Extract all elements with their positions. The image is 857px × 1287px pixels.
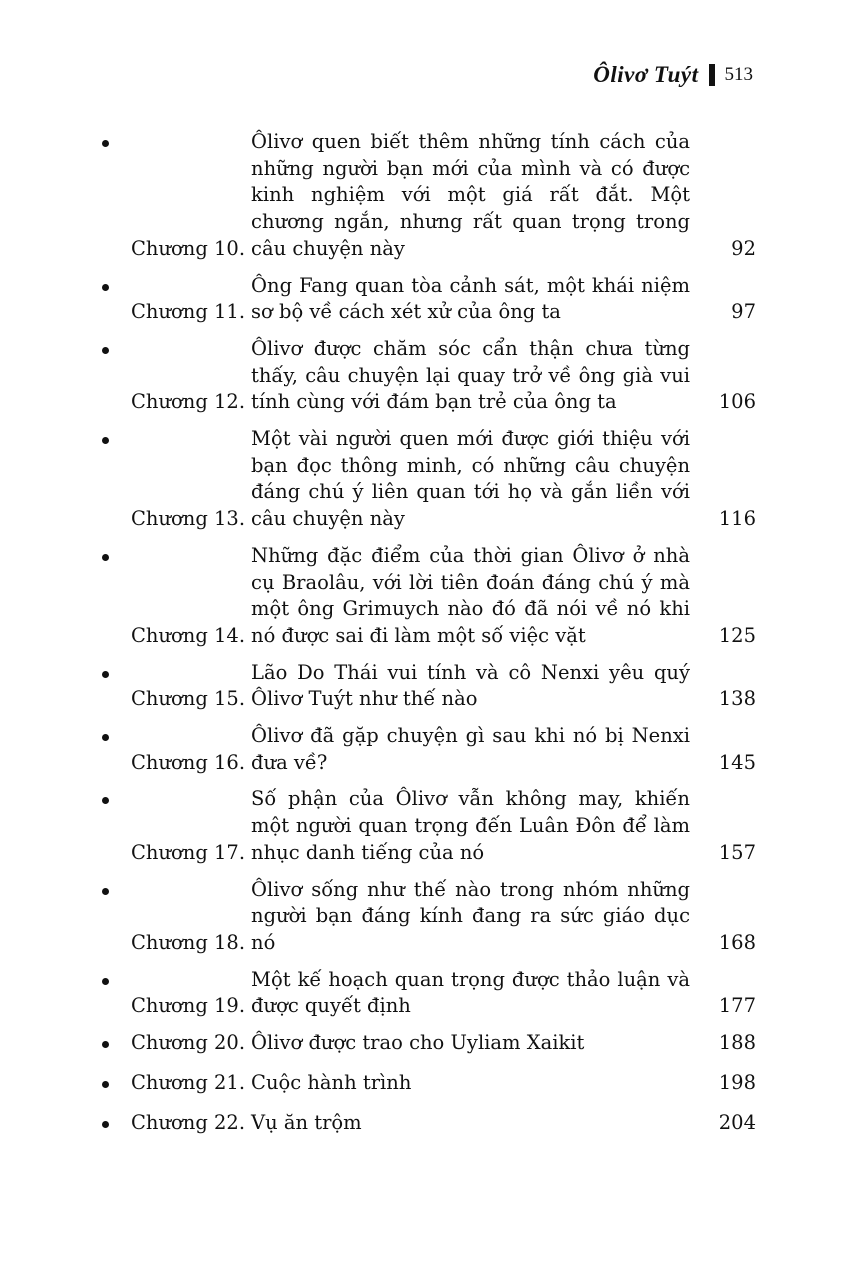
bullet-icon xyxy=(102,554,109,561)
chapter-page-number: 92 xyxy=(731,236,756,260)
toc-entry-chapter-10[interactable] xyxy=(100,129,756,263)
toc-entry-chapter-12[interactable] xyxy=(100,336,756,416)
page-number: 513 xyxy=(724,64,753,85)
bullet-icon xyxy=(102,734,109,741)
toc-entry-chapter-21[interactable] xyxy=(100,1070,756,1097)
chapter-label: Chương 12. xyxy=(131,390,246,414)
chapter-title: Ôlivơ được trao cho Uyliam Xaikit xyxy=(251,1031,585,1055)
chapter-title: Số phận của Ôlivơ vẫn không may, khiến một người quan trọng đến Luân Đôn để làm nhục danh tiếng của nó xyxy=(251,787,690,864)
chapter-page-number: 106 xyxy=(718,390,756,414)
toc-entry-chapter-16[interactable] xyxy=(100,723,756,776)
chapter-title: Vụ ăn trộm xyxy=(251,1110,362,1134)
chapter-label: Chương 17. xyxy=(131,840,246,864)
chapter-label: Chương 21. xyxy=(131,1070,246,1094)
chapter-page-number: 116 xyxy=(718,507,756,531)
chapter-label: Chương 22. xyxy=(131,1110,246,1134)
toc-entry-chapter-15[interactable] xyxy=(100,660,756,713)
chapter-title: Ôlivơ đã gặp chuyện gì sau khi nó bị Nenxi đưa về? xyxy=(251,724,690,774)
bullet-icon xyxy=(102,437,109,444)
chapter-title: Một kế hoạch quan trọng được thảo luận và được quyết định xyxy=(251,967,690,1018)
bullet-icon xyxy=(102,978,109,985)
chapter-label: Chương 16. xyxy=(131,750,246,774)
toc-entry-chapter-14[interactable] xyxy=(100,543,756,650)
bullet-icon xyxy=(102,671,109,678)
toc-entry-chapter-22[interactable] xyxy=(100,1110,756,1137)
toc-entry-chapter-17[interactable] xyxy=(100,786,756,866)
bullet-icon xyxy=(102,140,109,147)
chapter-label: Chương 19. xyxy=(131,994,246,1018)
chapter-title: Những đặc điểm của thời gian Ôlivơ ở nhà cụ Braolâu, với lời tiên đoán đáng chú ý mà một ông Grimuych nào đó đã nói về nó khi nó được sai đi làm một số việc vặt xyxy=(251,543,690,647)
bullet-icon xyxy=(102,1121,109,1128)
table-of-contents xyxy=(100,129,756,1149)
bullet-icon xyxy=(102,797,109,804)
chapter-label: Chương 11. xyxy=(131,300,246,324)
chapter-page-number: 177 xyxy=(718,994,756,1018)
chapter-page-number: 188 xyxy=(718,1031,756,1055)
chapter-label: Chương 13. xyxy=(131,507,246,531)
chapter-title: Ôlivơ được chăm sóc cẩn thận chưa từng thấy, câu chuyện lại quay trở về ông già vui tính cùng với đám bạn trẻ của ông ta xyxy=(251,336,690,414)
chapter-title: Ôlivơ sống như thế nào trong nhóm những người bạn đáng kính đang ra sức giáo dục nó xyxy=(251,877,690,954)
toc-entry-chapter-13[interactable] xyxy=(100,426,756,533)
running-header xyxy=(593,60,753,90)
chapter-page-number: 157 xyxy=(718,840,756,864)
chapter-page-number: 198 xyxy=(718,1070,756,1094)
chapter-page-number: 138 xyxy=(718,687,756,711)
chapter-label: Chương 15. xyxy=(131,687,246,711)
chapter-title: Ôlivơ quen biết thêm những tính cách của những người bạn mới của mình và có được kinh nghiệm với một giá rất đắt. Một chương ngắn, nhưng rất quan trọng trong câu chuyện này xyxy=(251,130,690,260)
header-divider-bar xyxy=(709,64,715,86)
toc-entry-chapter-11[interactable] xyxy=(100,273,756,326)
chapter-page-number: 168 xyxy=(718,930,756,954)
chapter-page-number: 204 xyxy=(718,1110,756,1134)
bullet-icon xyxy=(102,888,109,895)
chapter-title: Ông Fang quan tòa cảnh sát, một khái niệm sơ bộ về cách xét xử của ông ta xyxy=(251,273,690,324)
toc-entry-chapter-20[interactable] xyxy=(100,1030,756,1057)
bullet-icon xyxy=(102,1041,109,1048)
bullet-icon xyxy=(102,1081,109,1088)
chapter-title: Cuộc hành trình xyxy=(251,1070,412,1094)
chapter-page-number: 145 xyxy=(718,750,756,774)
book-title: Ôlivơ Tuýt xyxy=(593,62,699,87)
toc-entry-chapter-18[interactable] xyxy=(100,877,756,957)
chapter-title: Một vài người quen mới được giới thiệu với bạn đọc thông minh, có những câu chuyện đáng chú ý liên quan tới họ và gắn liền với câu chuyện này xyxy=(251,427,690,531)
chapter-title: Lão Do Thái vui tính và cô Nenxi yêu quý Ôlivơ Tuýt như thế nào xyxy=(251,660,690,711)
bullet-icon xyxy=(102,284,109,291)
chapter-page-number: 125 xyxy=(718,623,756,647)
chapter-label: Chương 14. xyxy=(131,623,246,647)
toc-entry-chapter-19[interactable] xyxy=(100,967,756,1020)
chapter-label: Chương 18. xyxy=(131,930,246,954)
chapter-label: Chương 20. xyxy=(131,1031,246,1055)
chapter-label: Chương 10. xyxy=(131,236,246,260)
chapter-page-number: 97 xyxy=(731,300,756,324)
bullet-icon xyxy=(102,347,109,354)
